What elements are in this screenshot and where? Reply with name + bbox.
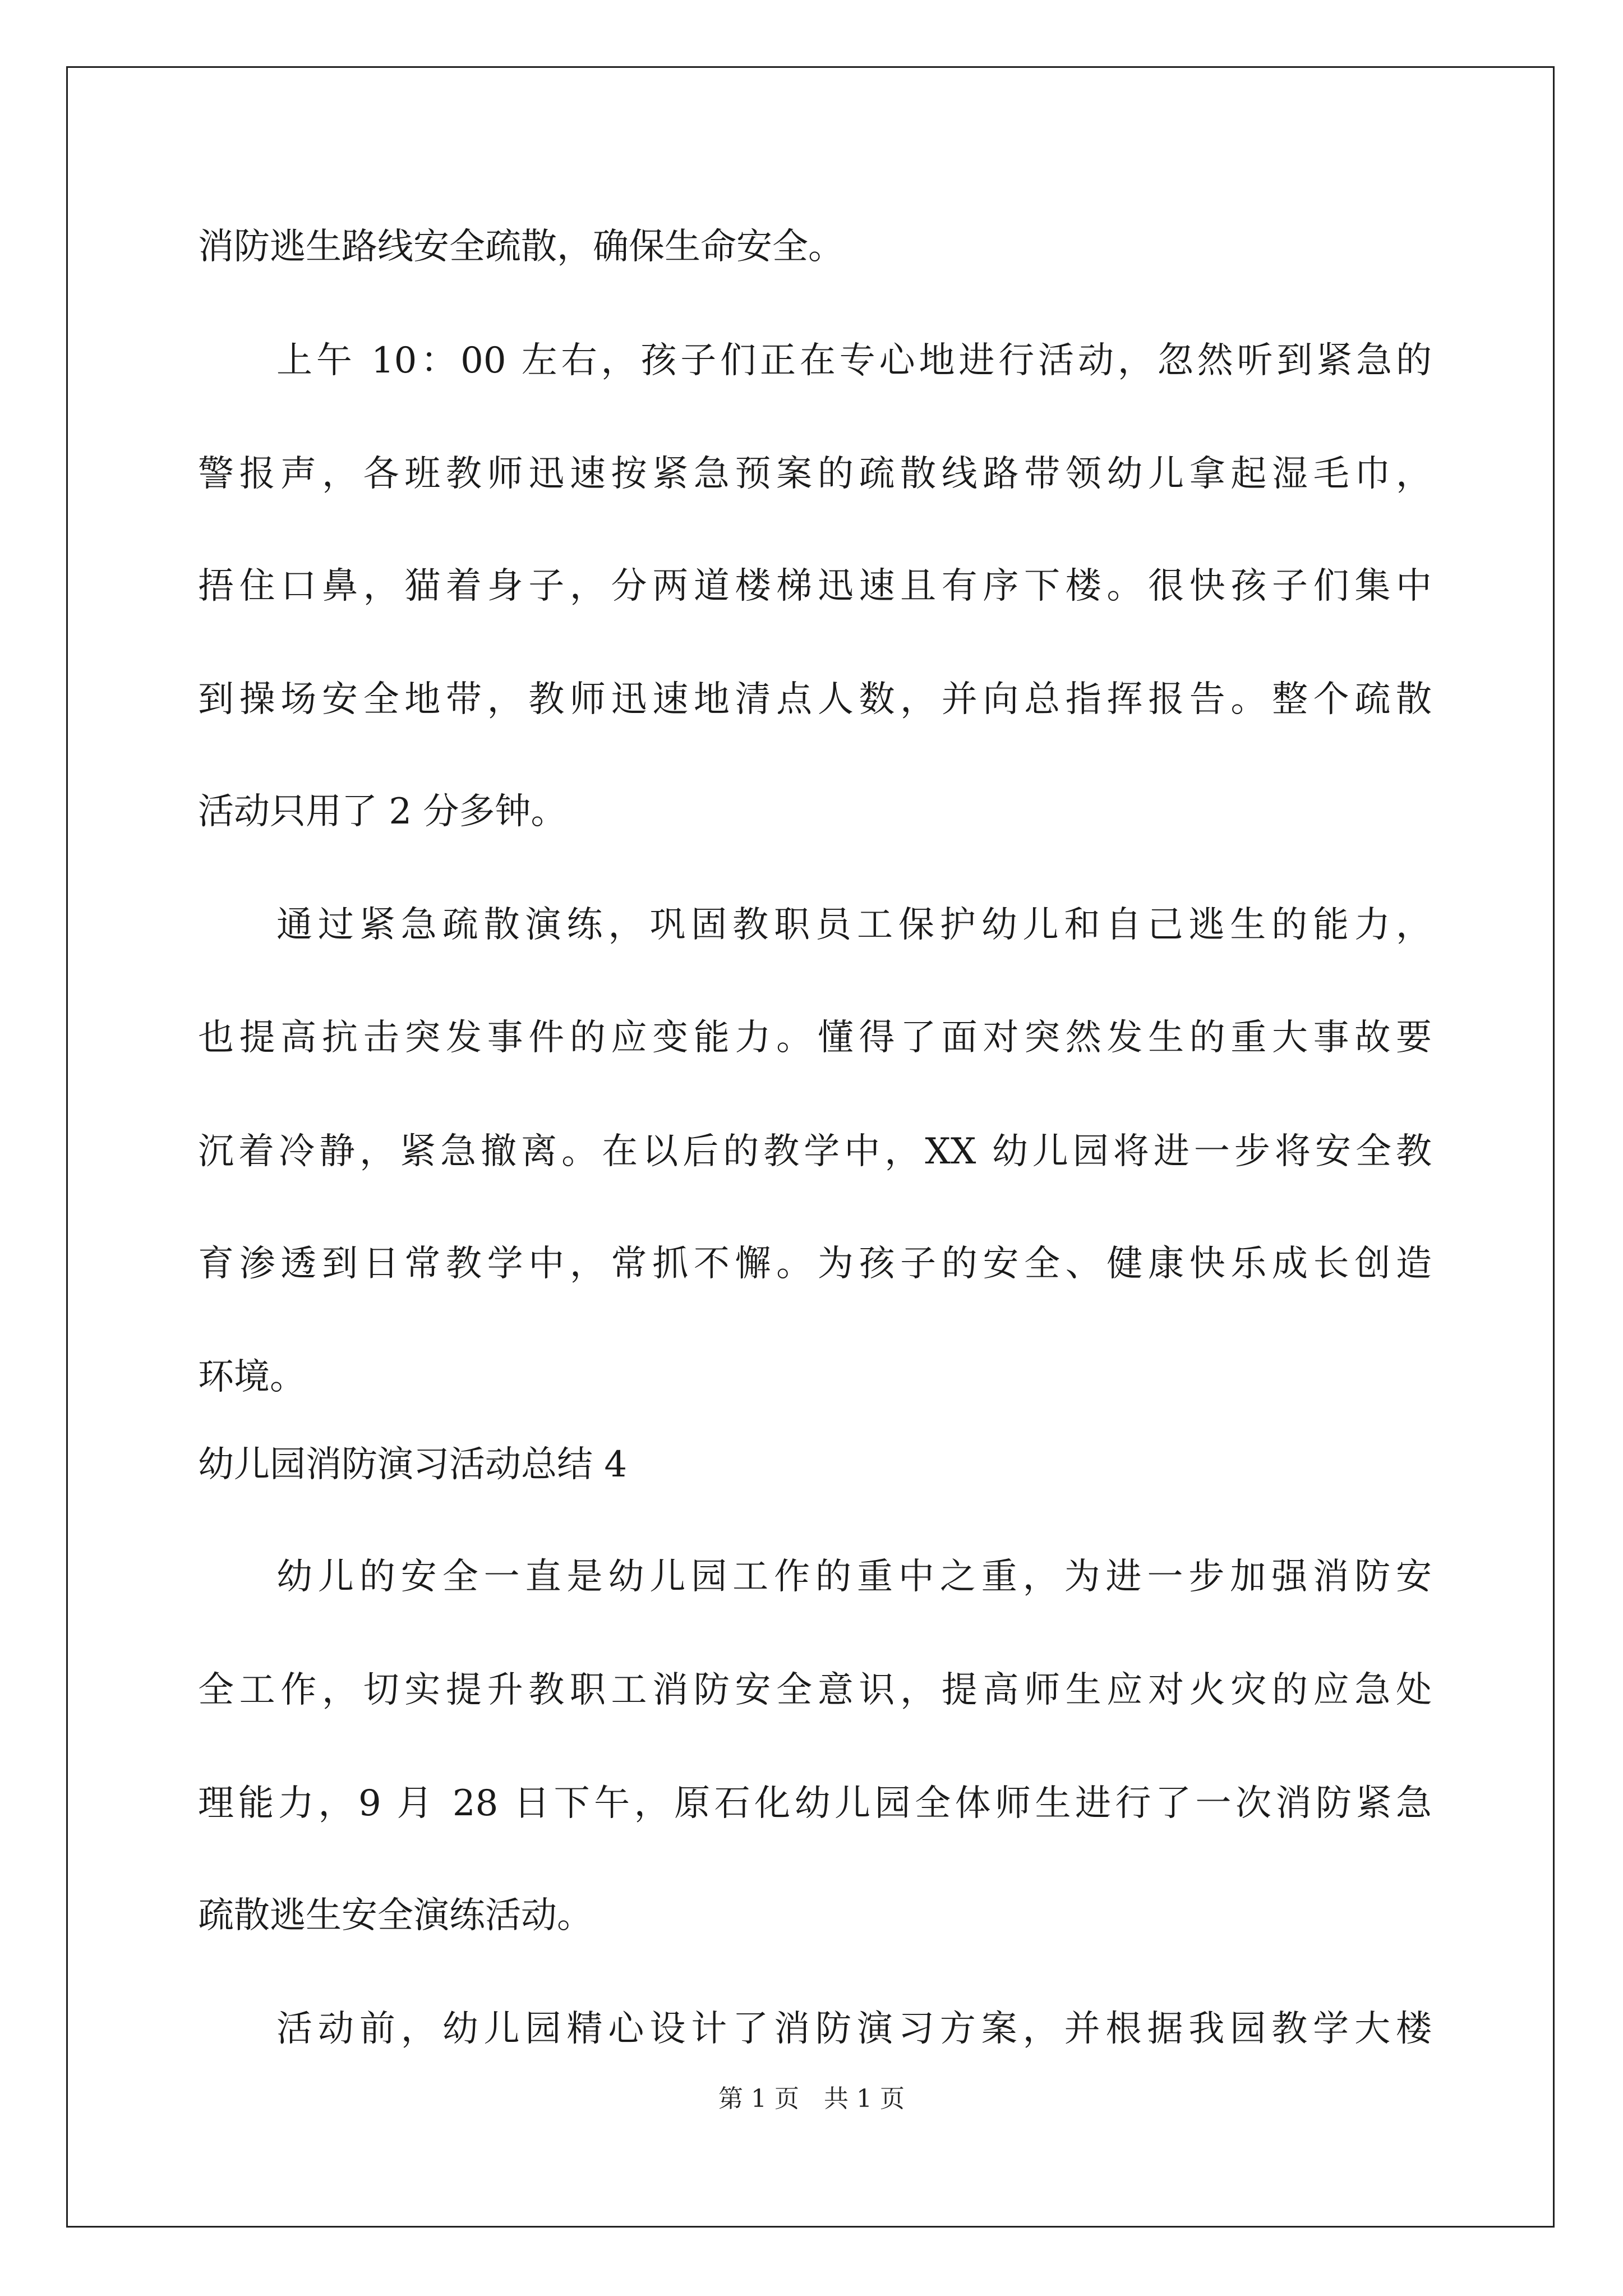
paragraph-line: 全工作，切实提升教职工消防安全意识，提高师生应对火灾的应急处 — [198, 1669, 1432, 1711]
paragraph-line: 育渗透到日常教学中，常抓不懈。为孩子的安全、健康快乐成长创造 — [198, 1243, 1432, 1285]
paragraph-line: 到操场安全地带，教师迅速地清点人数，并向总指挥报告。整个疏散 — [198, 679, 1432, 720]
paragraph-line: 幼儿的安全一直是幼儿园工作的重中之重，为进一步加强消防安 — [276, 1556, 1432, 1598]
paragraph-line: 也提高抗击突发事件的应变能力。懂得了面对突然发生的重大事故要 — [198, 1017, 1432, 1059]
paragraph-line: 环境。 — [198, 1356, 306, 1398]
paragraph-line: 活动前，幼儿园精心设计了消防演习方案，并根据我园教学大楼 — [276, 2008, 1432, 2050]
paragraph-line: 疏散逃生安全演练活动。 — [198, 1895, 593, 1936]
page-number: 第 1 页 — [718, 2085, 799, 2113]
page-footer — [0, 2082, 1623, 2116]
paragraph-line: 理能力，9 月 28 日下午，原石化幼儿园全体师生进行了一次消防紧急 — [198, 1783, 1432, 1824]
paragraph-line: 上午 10：00 左右，孩子们正在专心地进行活动，忽然听到紧急的 — [276, 340, 1432, 381]
section-heading: 幼儿园消防演习活动总结 4 — [198, 1444, 628, 1485]
paragraph-line: 捂住口鼻，猫着身子，分两道楼梯迅速且有序下楼。很快孩子们集中 — [198, 565, 1432, 607]
page-total: 共 1 页 — [824, 2085, 905, 2113]
paragraph-line: 通过紧急疏散演练，巩固教职员工保护幼儿和自己逃生的能力， — [276, 904, 1432, 946]
paragraph-line: 消防逃生路线安全疏散，确保生命安全。 — [198, 226, 844, 268]
paragraph-line: 活动只用了 2 分多钟。 — [198, 791, 567, 832]
paragraph-line: 警报声，各班教师迅速按紧急预案的疏散线路带领幼儿拿起湿毛巾， — [198, 453, 1432, 495]
paragraph-line: 沉着冷静，紧急撤离。在以后的教学中，XX 幼儿园将进一步将安全教 — [198, 1131, 1432, 1172]
